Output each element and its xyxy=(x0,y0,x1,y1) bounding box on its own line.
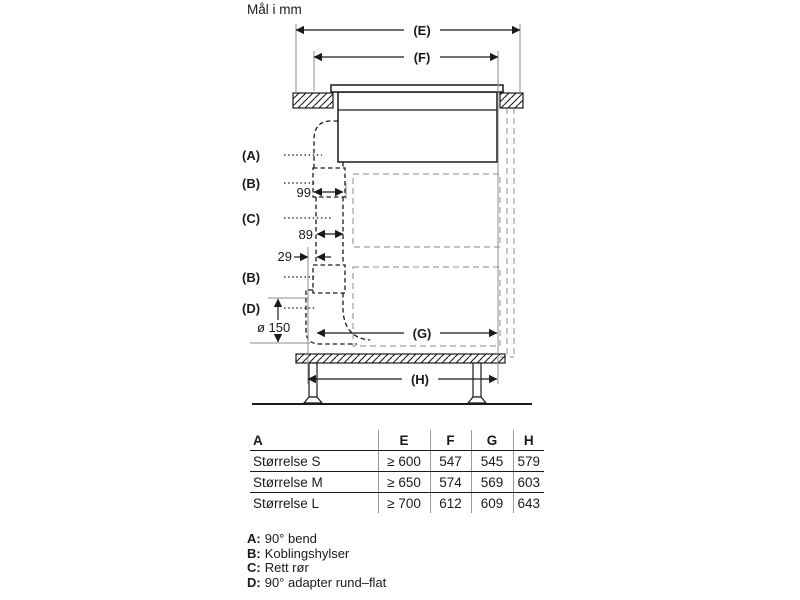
part-label-D: (D) xyxy=(242,301,261,316)
legend-text-A: 90° bend xyxy=(264,531,317,546)
size-l-G: 609 xyxy=(471,493,513,514)
legend-key-A: A: xyxy=(247,531,261,546)
legend-key-C: C: xyxy=(247,560,261,576)
dim-value-diameter: ø 150 xyxy=(257,320,291,335)
duct-90-bend-A xyxy=(314,121,338,168)
right-leg xyxy=(473,363,481,397)
legend-key-D: D: xyxy=(247,574,261,590)
dim-label-F: (F) xyxy=(413,50,431,65)
col-header-A: A xyxy=(250,430,378,451)
table-row xyxy=(250,493,544,514)
size-m-name: Størrelse M xyxy=(250,472,378,493)
legend-item-C xyxy=(247,561,386,576)
dim-label-E: (E) xyxy=(413,23,431,38)
col-header-E: E xyxy=(378,430,430,451)
table-row xyxy=(250,451,544,472)
part-label-B2: (B) xyxy=(242,270,261,285)
size-m-E: ≥ 650 xyxy=(378,472,430,493)
dim-value-89: 89 xyxy=(298,227,313,242)
size-s-F: 547 xyxy=(430,451,471,472)
coupling-sleeve-B-upper xyxy=(313,168,345,197)
adapter-D-outer xyxy=(306,290,357,344)
drawing-units-title: Mål i mm xyxy=(247,2,302,17)
right-foot xyxy=(468,397,486,403)
parts-legend xyxy=(247,532,386,590)
part-label-A: (A) xyxy=(242,148,261,163)
left-foot xyxy=(304,397,322,403)
col-header-G: G xyxy=(471,430,513,451)
size-l-name: Størrelse L xyxy=(253,495,320,511)
legend-item-D xyxy=(247,576,386,591)
left-leg xyxy=(309,363,317,397)
part-label-C: (C) xyxy=(242,211,261,226)
dim-value-29: 29 xyxy=(277,249,292,264)
support-frame xyxy=(304,363,486,403)
dim-value-99: 99 xyxy=(296,185,311,200)
legend-text-B: Koblingshylser xyxy=(264,545,350,561)
size-s-G: 545 xyxy=(471,451,513,472)
plinth-board xyxy=(296,354,505,363)
cabinet-upper-compartment xyxy=(353,174,500,247)
size-l-F: 612 xyxy=(430,493,471,514)
size-m-G: 569 xyxy=(471,472,513,493)
cooktop-glass-top xyxy=(331,85,503,92)
legend-item-A xyxy=(247,532,386,547)
worktop-right-section xyxy=(500,93,523,108)
dim-label-G: (G) xyxy=(412,326,432,341)
size-l-H: 643 xyxy=(513,493,544,514)
table-row xyxy=(250,472,544,493)
dim-label-H: (H) xyxy=(410,372,430,387)
part-label-B1: (B) xyxy=(242,176,261,191)
legend-item-B xyxy=(247,547,386,562)
col-header-F: F xyxy=(430,430,471,451)
size-m-H: 603 xyxy=(513,472,544,493)
legend-text-D: 90° adapter rund–flat xyxy=(264,574,387,590)
size-m-F: 574 xyxy=(430,472,471,493)
col-header-H: H xyxy=(513,430,544,451)
cooktop-appliance xyxy=(331,85,503,162)
legend-text-C: Rett rør xyxy=(264,560,309,576)
coupling-sleeve-B-lower xyxy=(313,265,345,293)
cooktop-body xyxy=(338,92,497,162)
size-s-E: ≥ 600 xyxy=(378,451,430,472)
table-header-row xyxy=(250,430,544,451)
worktop-left-section xyxy=(293,93,333,108)
size-s-name: Størrelse S xyxy=(250,451,378,472)
size-l-E: ≥ 700 xyxy=(378,493,430,514)
size-s-H: 579 xyxy=(513,451,544,472)
legend-key-B: B: xyxy=(247,545,261,561)
size-spec-table xyxy=(250,430,544,513)
